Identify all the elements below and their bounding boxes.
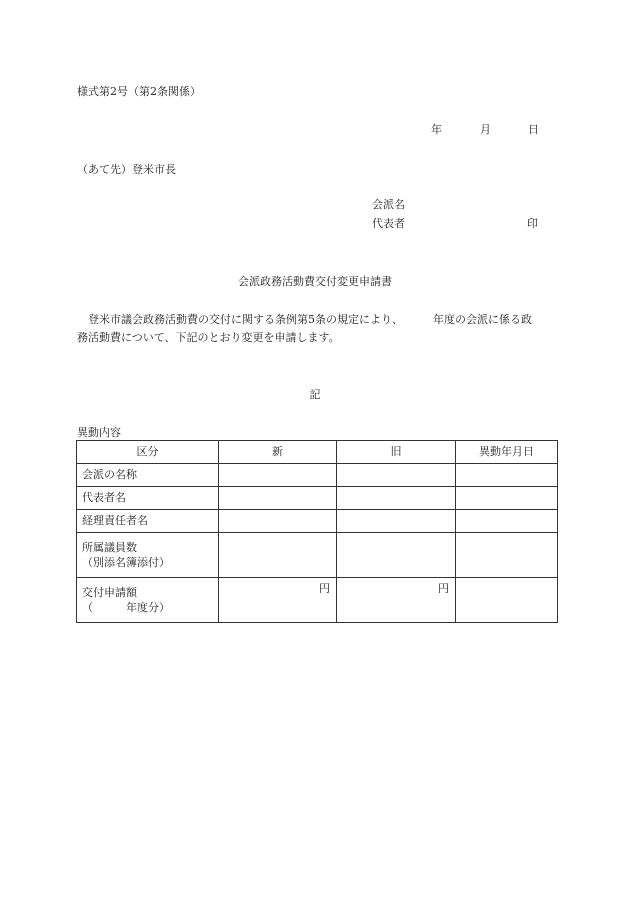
table-row xyxy=(77,464,558,487)
table-row xyxy=(77,533,558,578)
table-row xyxy=(77,487,558,510)
cell-old-member-count[interactable] xyxy=(337,533,456,578)
cell-new-representative[interactable] xyxy=(219,487,337,510)
row-label-accounting-officer: 経理責任者名 xyxy=(77,510,219,533)
member-count-note: （別添名簿添付） xyxy=(82,556,170,569)
cell-old-representative[interactable] xyxy=(337,487,456,510)
form-number: 様式第2号（第2条関係） xyxy=(77,85,201,98)
cell-old-faction-name[interactable] xyxy=(337,464,456,487)
grant-amount-label: 交付申請額 xyxy=(82,586,137,599)
table-caption: 異動内容 xyxy=(77,426,121,439)
header-category: 区分 xyxy=(77,441,219,464)
date-day-label: 日 xyxy=(528,123,539,136)
row-label-faction-name: 会派の名称 xyxy=(77,464,219,487)
row-label-grant-amount xyxy=(77,578,219,623)
row-label-representative: 代表者名 xyxy=(77,487,219,510)
faction-name-label: 会派名 xyxy=(372,198,405,211)
fiscal-year-close: 年度分） xyxy=(126,601,170,614)
record-mark: 記 xyxy=(309,388,321,401)
body-line-1 xyxy=(77,311,557,329)
cell-date-representative[interactable] xyxy=(456,487,558,510)
table-header-row xyxy=(77,441,558,464)
cell-date-member-count[interactable] xyxy=(456,533,558,578)
cell-new-member-count[interactable] xyxy=(219,533,337,578)
cell-old-accounting-officer[interactable] xyxy=(337,510,456,533)
date-month-label: 月 xyxy=(480,123,491,136)
header-old: 旧 xyxy=(337,441,456,464)
change-details-table xyxy=(76,440,558,623)
body-line-1-part-1: 登米市議会政務活動費の交付に関する条例第5条の規定により、 xyxy=(88,313,403,326)
table-row xyxy=(77,510,558,533)
cell-date-faction-name[interactable] xyxy=(456,464,558,487)
body-line-2: 務活動費について、下記のとおり変更を申請します。 xyxy=(77,331,340,344)
cell-date-accounting-officer[interactable] xyxy=(456,510,558,533)
table-row xyxy=(77,578,558,623)
seal-mark: 印 xyxy=(527,217,538,230)
cell-old-grant-amount[interactable] xyxy=(337,578,456,623)
cell-new-accounting-officer[interactable] xyxy=(219,510,337,533)
yen-unit-old: 円 xyxy=(438,582,449,595)
yen-unit-new: 円 xyxy=(319,582,330,595)
addressee: （あて先）登米市長 xyxy=(77,163,176,176)
representative-label: 代表者 xyxy=(372,217,405,230)
cell-new-faction-name[interactable] xyxy=(219,464,337,487)
cell-date-grant-amount[interactable] xyxy=(456,578,558,623)
header-change-date: 異動年月日 xyxy=(456,441,558,464)
grant-amount-fiscal-year xyxy=(82,600,213,615)
document-title: 会派政務活動費交付変更申請書 xyxy=(238,275,392,288)
header-new: 新 xyxy=(219,441,337,464)
body-line-1-part-2: 年度の会派に係る政 xyxy=(433,313,532,326)
member-count-label: 所属議員数 xyxy=(82,541,137,554)
date-year-label: 年 xyxy=(431,123,442,136)
row-label-member-count xyxy=(77,533,219,578)
cell-new-grant-amount[interactable] xyxy=(219,578,337,623)
body-paragraph xyxy=(77,311,557,347)
fiscal-year-open: （ xyxy=(82,601,93,614)
